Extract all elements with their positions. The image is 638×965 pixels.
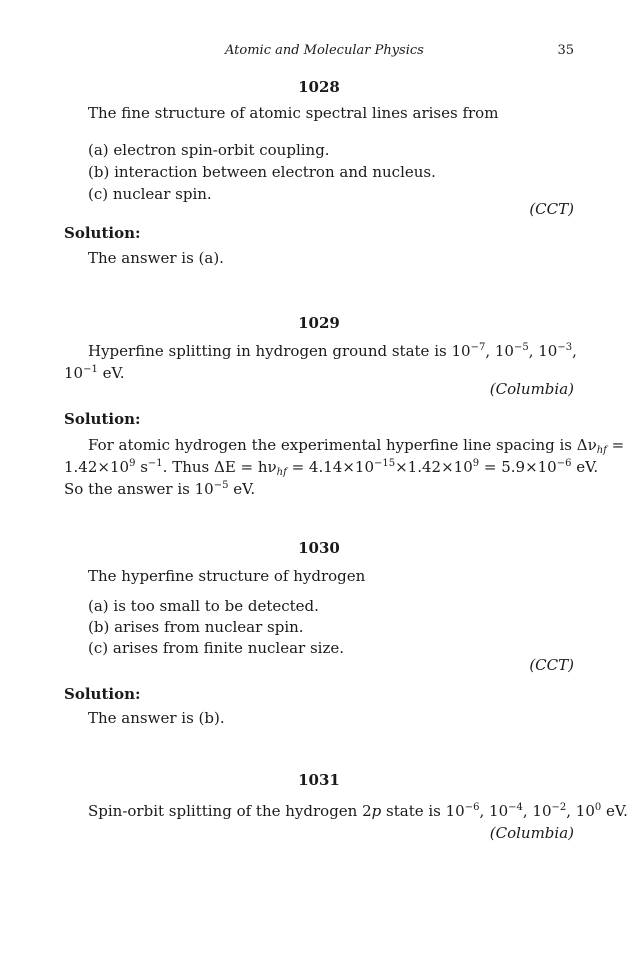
question-text: The fine structure of atomic spectral lines arises from <box>88 104 499 122</box>
solution-text: The answer is (b). <box>88 709 225 727</box>
text: = 5.9×10 <box>479 458 557 476</box>
problem-number: 1030 <box>298 539 340 557</box>
solution-label: Solution: <box>64 410 141 428</box>
text: eV. <box>601 802 628 820</box>
text: eV. <box>102 364 125 382</box>
source: (CCT) <box>529 200 574 218</box>
text: = 4.14×10 <box>286 458 374 476</box>
option: (c) arises from finite nuclear size. <box>88 639 345 657</box>
text: eV. <box>228 480 256 498</box>
solution-label: Solution: <box>64 685 141 703</box>
exp: −3 <box>557 342 573 353</box>
exp: 9 <box>129 458 136 469</box>
problem-number: 1031 <box>298 771 340 789</box>
text: Spin-orbit splitting of the hydrogen 2 <box>88 802 372 820</box>
text: . Thus ΔE = hν <box>162 458 277 476</box>
text: For atomic hydrogen the experimental hyperfine line spacing is Δν <box>88 436 597 454</box>
sub: hf <box>276 467 287 478</box>
question-text-cont: $10^{-1}$ eV. <box>64 364 125 382</box>
option: (b) interaction between electron and nucleus. <box>88 163 436 181</box>
source: (Columbia) <box>489 380 574 398</box>
solution-label: Solution: <box>64 224 141 242</box>
exp: −1 <box>147 458 163 469</box>
solution-line <box>64 480 255 498</box>
text: So the answer is 10 <box>64 480 214 498</box>
exp: −15 <box>374 458 396 469</box>
question-text: The hyperfine structure of hydrogen <box>88 567 366 585</box>
exp: −5 <box>513 342 529 353</box>
exp: −5 <box>213 480 229 491</box>
problem-number: 1028 <box>298 78 340 96</box>
exp: −6 <box>464 802 480 813</box>
question-text: Spin-orbit splitting of the hydrogen 2p state is $10^{-6}$, $10^{-4}$, $10^{-2}$, $10^0$ eV. <box>88 802 628 820</box>
solution-line <box>64 458 599 478</box>
solution-text: The answer is (a). <box>88 249 224 267</box>
solution-line: For atomic hydrogen the experimental hyperfine line spacing is $\Delta\nu_{hf}$ = <box>88 436 625 456</box>
exp: −2 <box>551 802 567 813</box>
text: p <box>371 802 382 820</box>
option: (c) nuclear spin. <box>88 185 212 203</box>
page-number: 35 <box>557 43 574 58</box>
source: (CCT) <box>529 656 574 674</box>
option: (b) arises from nuclear spin. <box>88 618 304 636</box>
problem-number: 1029 <box>298 314 340 332</box>
exp: 9 <box>472 458 480 469</box>
option: (a) electron spin-orbit coupling. <box>88 141 330 159</box>
running-header: Atomic and Molecular Physics <box>225 43 424 58</box>
exp: −7 <box>470 342 486 353</box>
exp: −1 <box>83 364 98 375</box>
text: ×1.42×10 <box>395 458 473 476</box>
question-text: Hyperfine splitting in hydrogen ground state is $10^{-7}$, $10^{-5}$, $10^{-3}$, <box>88 342 577 360</box>
source: (Columbia) <box>489 824 574 842</box>
sub: hf <box>596 445 607 456</box>
text: s <box>140 458 148 476</box>
text: eV. <box>571 458 599 476</box>
text: state is 10 <box>381 802 465 820</box>
exp: −4 <box>508 802 523 813</box>
text: Hyperfine splitting in hydrogen ground state is 10 <box>88 342 471 360</box>
text: 1.42×10 <box>64 458 130 476</box>
exp: −6 <box>556 458 572 469</box>
option: (a) is too small to be detected. <box>88 597 319 615</box>
exp: 0 <box>594 802 602 813</box>
